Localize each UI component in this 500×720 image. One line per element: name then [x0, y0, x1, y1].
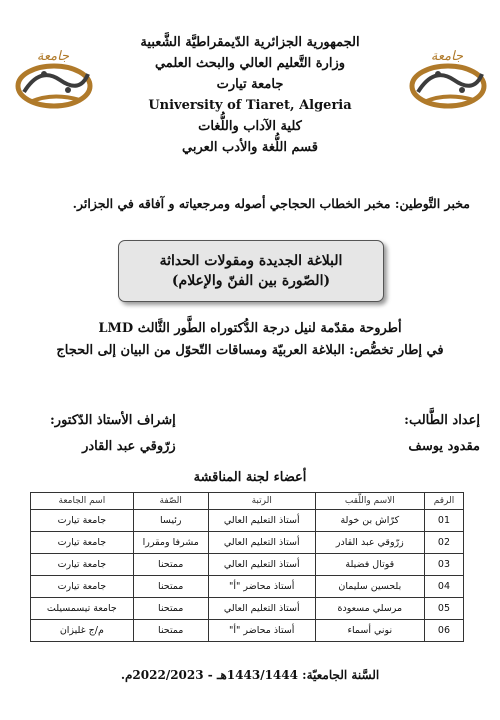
row-number: 01: [424, 510, 463, 532]
ministry-name: وزارة التَّعليم العالي والبحث العلمي: [154, 56, 346, 71]
member-rank: أستاذ التعليم العالي: [208, 554, 315, 576]
svg-text:جامعة: جامعة: [36, 49, 70, 64]
committee-table: [30, 492, 464, 642]
table-row: [31, 532, 464, 554]
thesis-subtitle: (الصّورة بين الفنّ والإعلام): [171, 273, 331, 289]
header-number: الرقم: [424, 493, 463, 510]
table-row: [31, 554, 464, 576]
member-rank: أستاذ التعليم العالي: [208, 510, 315, 532]
university-name-ar: جامعة تيارت: [216, 77, 284, 92]
student-name: مقدود يوسف: [408, 439, 480, 454]
member-name: نوني أسماء: [315, 620, 424, 642]
table-row: [31, 576, 464, 598]
member-university: جامعة تيارت: [31, 532, 134, 554]
table-header-row: [31, 493, 464, 510]
row-number: 06: [424, 620, 463, 642]
faculty-name: كلية الآداب واللُّغات: [198, 119, 302, 134]
header-rank: الرتبة: [208, 493, 315, 510]
member-role: رئيسا: [133, 510, 208, 532]
degree-line: أطروحة مقدّمة لنيل درجة الدُّكتوراه الطَّور الثَّالث LMD: [98, 321, 402, 336]
committee-title: أعضاء لجنة المناقشة: [193, 470, 307, 485]
member-rank: أستاذ التعليم العالي: [208, 532, 315, 554]
table-row: [31, 510, 464, 532]
member-rank: أستاذ محاضر "أ": [208, 576, 315, 598]
specialty-line: في إطار تخصُّص: البلاغة العربيّة ومساقات التّحوّل من البيان إلى الحجاج: [56, 343, 444, 358]
member-name: قوتال فضيلة: [315, 554, 424, 576]
member-university: جامعة تيارت: [31, 510, 134, 532]
table-row: [31, 598, 464, 620]
member-university: جامعة تيارت: [31, 576, 134, 598]
member-university: جامعة تيسمسيلت: [31, 598, 134, 620]
academic-year: السَّنة الجامعيّة: 1443/1444هـ - 2022/2023م.: [120, 668, 380, 682]
member-role: ممتحنا: [133, 598, 208, 620]
member-name: بلحسين سليمان: [315, 576, 424, 598]
row-number: 03: [424, 554, 463, 576]
institution-header: [100, 32, 400, 158]
supervisor-name: زرّوقي عبد القادر: [82, 439, 176, 454]
student-block: [404, 408, 480, 460]
member-role: ممتحنا: [133, 554, 208, 576]
member-role: ممتحنا: [133, 576, 208, 598]
republic-name: الجمهورية الجزائرية الدّيمقراطيَّة الشَّعبية: [140, 35, 360, 50]
supervisor-block: [50, 408, 176, 460]
row-number: 02: [424, 532, 463, 554]
member-rank: أستاذ محاضر "أ": [208, 620, 315, 642]
research-lab: مخبر التَّوطين: مخبر الخطاب الحجاجي أصوله ومرجعياته و آفاقه في الجزائر.: [72, 196, 470, 211]
row-number: 04: [424, 576, 463, 598]
header-name: الاسم واللّقب: [315, 493, 424, 510]
member-rank: أستاذ التعليم العالي: [208, 598, 315, 620]
student-label: إعداد الطَّالب:: [404, 413, 480, 428]
author-supervisor: [20, 408, 480, 468]
thesis-title: البلاغة الجديدة ومقولات الحداثة: [159, 253, 343, 269]
member-university: جامعة تيارت: [31, 554, 134, 576]
member-name: كرّاش بن خولة: [315, 510, 424, 532]
header-university: اسم الجامعة: [31, 493, 134, 510]
member-name: مرسلي مسعودة: [315, 598, 424, 620]
header-role: الصّفة: [133, 493, 208, 510]
university-name-en: University of Tiaret, Algeria: [148, 98, 352, 113]
member-university: م/ج غليزان: [31, 620, 134, 642]
department-name: قسم اللُّغة والأدب العربي: [182, 140, 318, 155]
thesis-title-box: [118, 240, 384, 302]
thesis-description: [20, 318, 480, 362]
member-role: مشرفا ومقررا: [133, 532, 208, 554]
table-row: [31, 620, 464, 642]
svg-text:جامعة: جامعة: [430, 49, 464, 64]
university-logo-left: [10, 40, 96, 116]
member-role: ممتحنا: [133, 620, 208, 642]
member-name: زرّوقي عبد القادر: [315, 532, 424, 554]
university-logo-right: [404, 40, 490, 116]
supervisor-label: إشراف الأستاذ الدّكتور:: [50, 413, 176, 428]
row-number: 05: [424, 598, 463, 620]
